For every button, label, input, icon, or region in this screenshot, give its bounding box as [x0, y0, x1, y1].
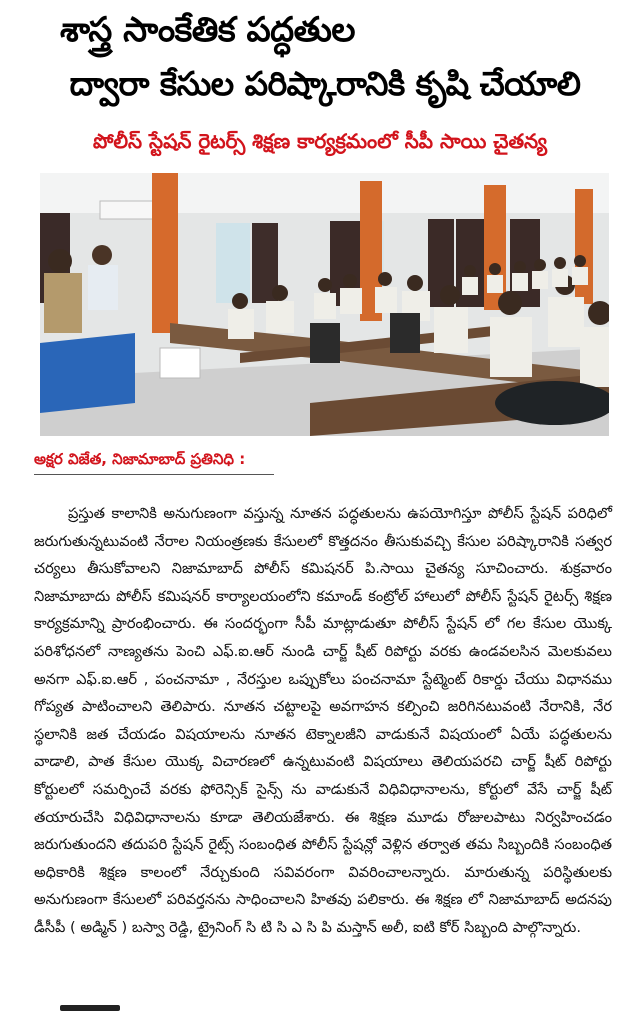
article-body: ప్రస్తుత కాలానికి అనుగుణంగా వస్తున్న నూతన పద్ధతులను ఉపయోగిస్తూ పోలీస్ స్టేషన్ పరిధిలో జరుగుతున్నటువంటి నేరాల నియంత్రణకు కేసులలో కొత్తదనం తీసుకువచ్చి కేసుల పరిష్కారానికి సత్వర చర్యలు తీసుకోవాలని నిజామాబాద్ పోలీస్ కమిషనర్ పి.సాయి చైతన్య సూచించారు. శుక్రవారం నిజామాబాదు పోలీస్ కమిషనర్ కార్యాలయంలోని కమాండ్ కంట్రోల్ హాలులో పోలీస్ స్టేషన్ రైటర్స్ శిక్షణ కార్యక్రమాన్ని ప్రారంభించారు. ఈ సందర్భంగా సీపీ మాట్లాడుతూ పోలీస్ స్టేషన్ లో గల కేసుల యొక్క పరిశోధనలో నాణ్యతను పెంచి ఎఫ్.ఐ.ఆర్ నుండి చార్జ్ షీట్ రిపోర్టు వరకు ఉండవలసిన మెలకువలు అనగా ఎఫ్.ఐ.ఆర్ , పంచనామా , నేరస్తుల ఒప్పుకోలు పంచనామా స్టేట్మెంట్ రికార్డు చేయు విధానము గోప్యత పాటించాలని తెలిపారు. నూతన చట్టాలపై అవగాహన కల్పించి జరిగినటువంటి నేరానికి, నేర స్థలానికి జత చేయడం విషయాలను నూతన టెక్నాలజీని వాడుకునే విషయంలో ఏయే పద్ధతులను వాడాలి, పాత కేసుల యొక్క విచారణలో ఉన్నటువంటి విషయాలు తెలియపరచి చార్జ్ షీట్ రిపోర్టు కోర్టులలో సమర్పించే వరకు ఫోరెన్సిక్ సైన్స్ ను వాడుకునే విధివిధానాలను, కోర్టులో వేసే చార్జ్ షీట్ తయారుచేసి విధివిధానాలను కూడా తెలియజేశారు. ఈ శిక్షణ మూడు రోజులపాటు నిర్వహించడం జరుగుతుందని తదుపరి స్టేషన్ రైట్స్ సంబంధిత పోలీస్ స్టేషన్లో వెళ్లిన తర్వాత తమ సిబ్బందికి సంబంధిత అధికారికి శిక్షణ కాలంలో నేర్చుకుంది సవివరంగా వివరించాలన్నారు. మారుతున్న పరిస్థితులకు అనుగుణంగా కేసులలో పరివర్తనను సాధించాలని హితవు పలికారు. ఈ శిక్షణ లో నిజామాబాద్ అదనపు డీసీపీ ( అడ్మిన్ ) బస్వా రెడ్డి, ట్రైనింగ్ సి టి సి ఎ సి పి మస్తాన్ అలీ, ఐటి కోర్ సిబ్బంది పాల్గొన్నారు.	[34, 505, 612, 936]
headline-line-1: శాస్త్ర సాంకేతిక పద్ధతుల	[60, 10, 355, 50]
subheadline: పోలీస్ స్టేషన్ రైటర్స్ శిక్షణ కార్యక్రమంలో సీపీ సాయి చైతన్య	[93, 129, 547, 153]
byline-divider	[34, 474, 274, 475]
news-photo	[40, 173, 609, 436]
bottom-decoration	[60, 1005, 120, 1011]
byline: అక్షర విజేత, నిజామాబాద్ ప్రతినిధి :	[34, 450, 246, 468]
headline-line-2: ద్వారా కేసుల పరిష్కారానికి కృషి చేయాలి	[69, 64, 581, 103]
